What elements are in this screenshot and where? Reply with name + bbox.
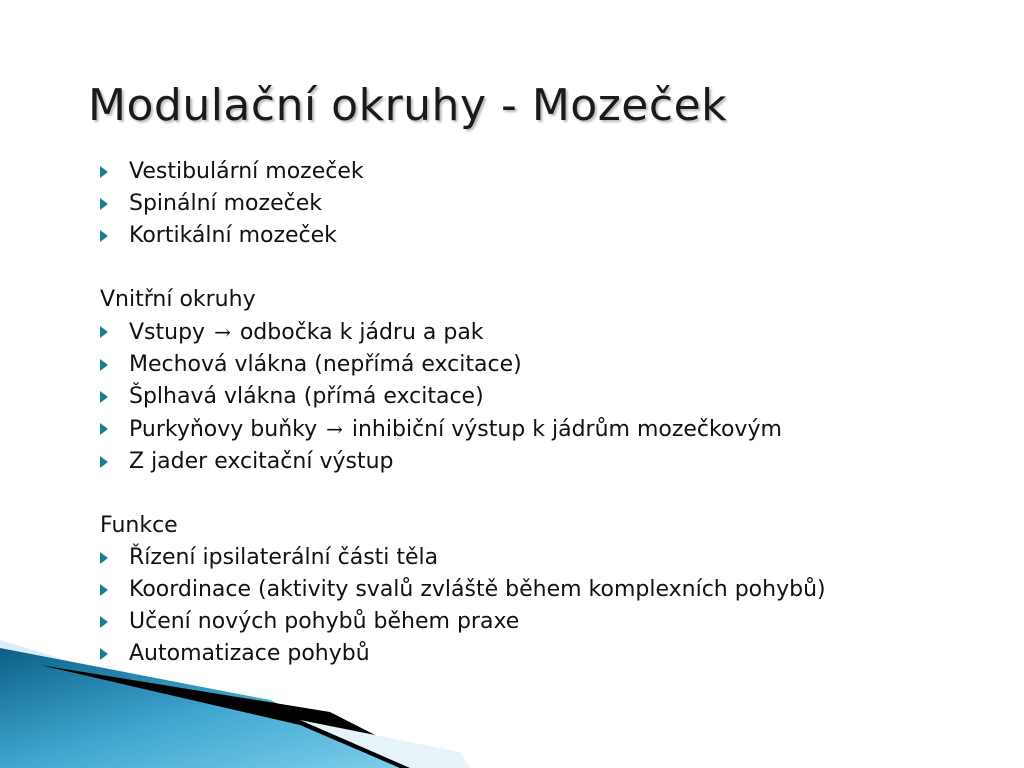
triangle-bullet-icon [100,638,108,670]
list-item-text: Mechová vlákna (nepřímá excitace) [129,352,522,377]
list-item-text: Kortikální mozeček [129,223,337,248]
list-item-text: Koordinace (aktivity svalů zvláště během komplexních pohybů) [129,577,826,602]
triangle-bullet-icon [100,156,108,188]
triangle-bullet-icon [100,316,108,348]
list-item-text-after: inhibiční výstup k jádrům mozečkovým [351,417,782,442]
list-item-text: Řízení ipsilaterální části těla [129,545,439,570]
section-heading-inner: Vnitřní okruhy [100,287,256,312]
right-arrow-icon: → [214,320,231,344]
list-item-text-after: odbočka k jádru a pak [239,320,484,345]
list-item [100,638,980,670]
list-item [100,220,980,252]
slide-title: Modulační okruhy - Mozeček [88,80,728,131]
triangle-bullet-icon [100,220,108,252]
triangle-bullet-icon [100,381,108,413]
triangle-bullet-icon [100,446,108,478]
intro-list [100,156,980,252]
list-item [100,381,980,413]
list-item-text: Učení nových pohybů během praxe [129,609,520,634]
list-item [100,316,980,349]
list-item-text: Spinální mozeček [129,191,322,216]
list-item [100,188,980,220]
slide-content [100,156,980,670]
list-item [100,606,980,638]
triangle-bullet-icon [100,574,108,606]
section-heading-function: Funkce [100,513,178,538]
triangle-bullet-icon [100,413,108,445]
list-item-text-before: Purkyňovy buňky [129,417,318,442]
list-item-text: Automatizace pohybů [129,641,370,666]
triangle-bullet-icon [100,349,108,381]
list-item-text: Z jader excitační výstup [129,449,394,474]
list-item-text-before: Vstupy [129,320,206,345]
right-arrow-icon: → [326,417,343,441]
inner-list [100,316,980,478]
list-item [100,413,980,446]
list-item [100,446,980,478]
triangle-bullet-icon [100,542,108,574]
list-item-text: Šplhavá vlákna (přímá excitace) [129,384,484,409]
list-item [100,542,980,574]
list-item [100,349,980,381]
triangle-bullet-icon [100,188,108,220]
function-list [100,542,980,670]
list-item [100,156,980,188]
list-item-text: Vestibulární mozeček [129,159,364,184]
triangle-bullet-icon [100,606,108,638]
list-item [100,574,829,606]
